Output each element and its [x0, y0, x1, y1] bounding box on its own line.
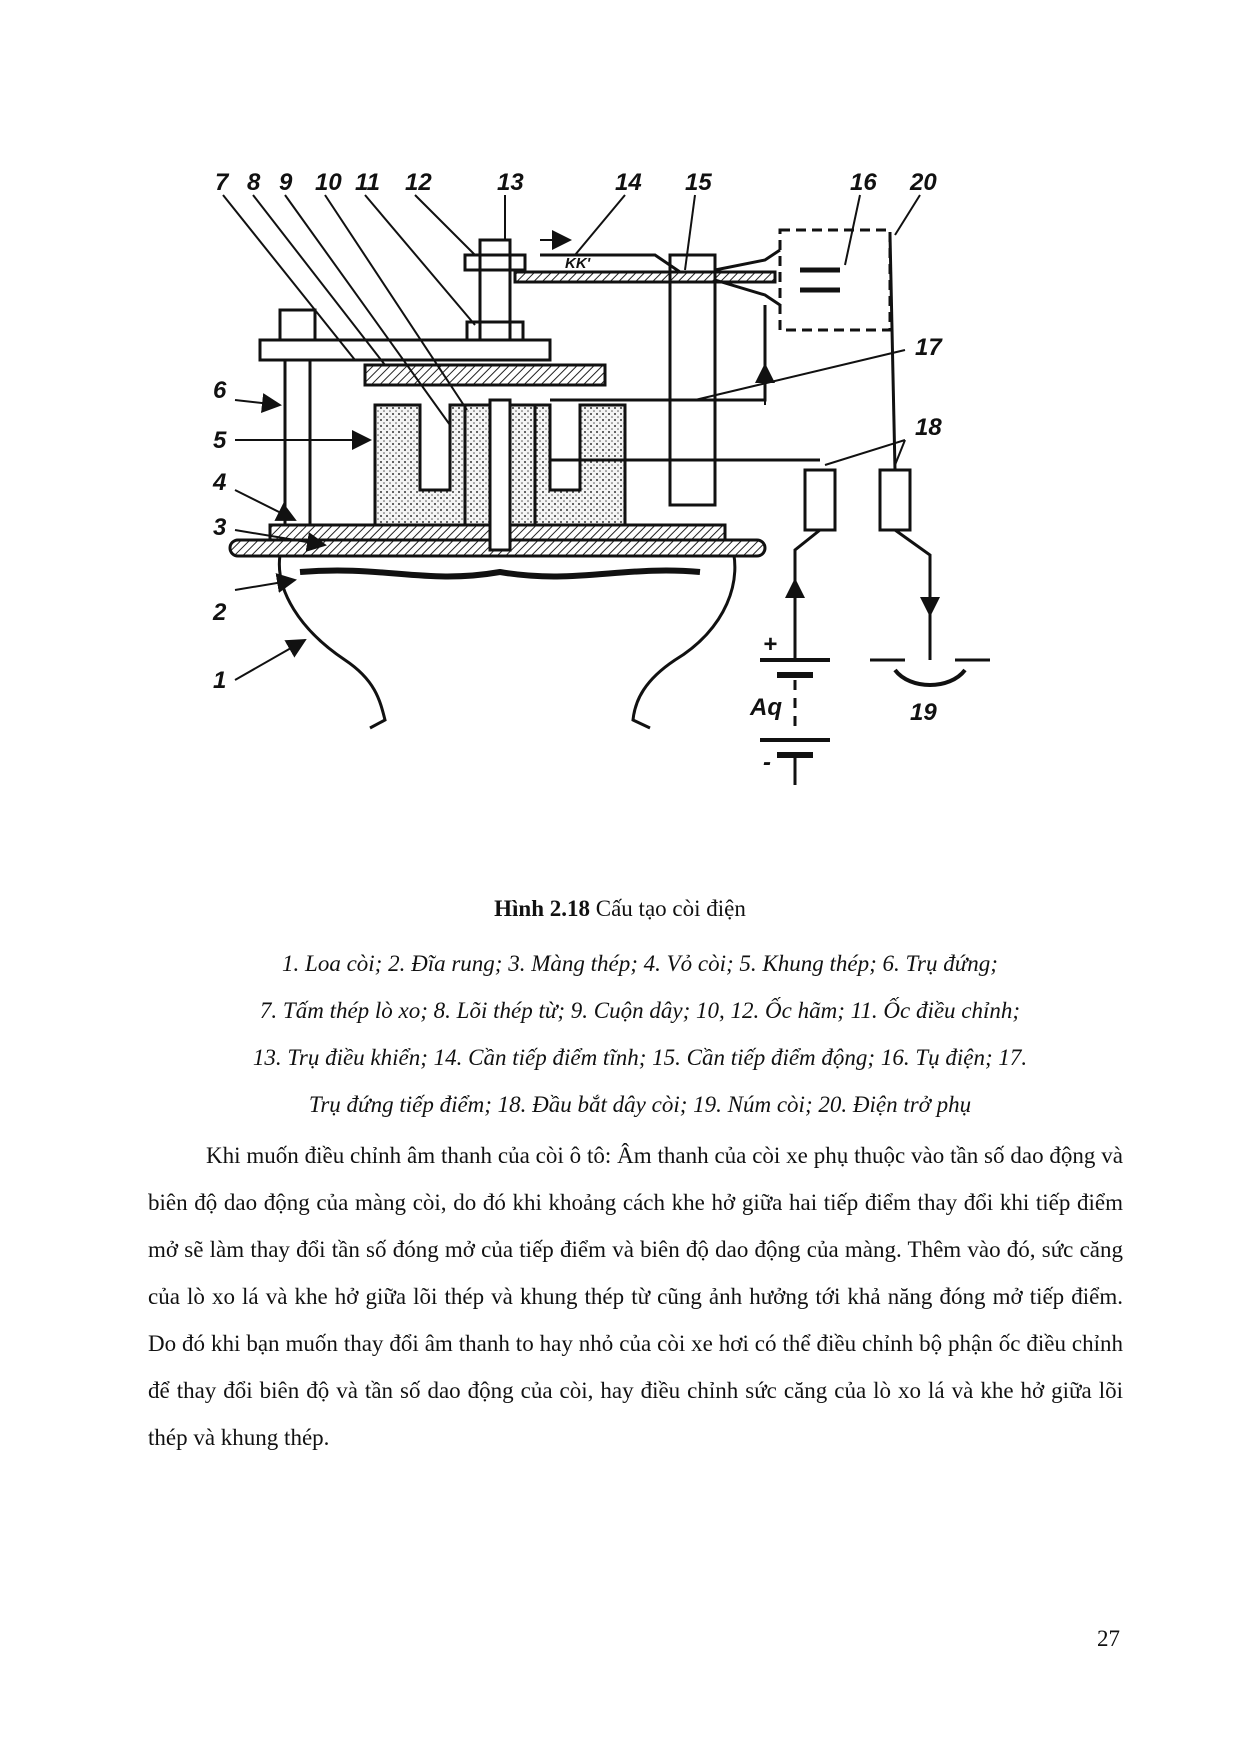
horn-body-left: [279, 555, 385, 728]
vibrating-disc: [300, 570, 700, 576]
legend-line: 7. Tấm thép lò xo; 8. Lõi thép từ; 9. Cuộn dây; 10, 12. Ốc hãm; 11. Ốc điều chỉnh;: [259, 998, 1021, 1023]
label-5: 5: [213, 427, 227, 454]
contact-mark: KK': [565, 255, 591, 272]
fixed-contact-lever: [540, 255, 680, 272]
spring-steel-strip: [365, 365, 605, 385]
legend-line: 13. Trụ điều khiển; 14. Cần tiếp điểm tĩnh; 15. Cần tiếp điểm động; 16. Tụ điện; 17.: [252, 1045, 1028, 1070]
label-6: 6: [213, 377, 227, 404]
spring-plate: [260, 340, 550, 360]
label-16: 16: [850, 169, 877, 196]
figure-legend: [150, 940, 1130, 1128]
label-12: 12: [405, 169, 432, 196]
horn-button: [895, 670, 965, 685]
standing-pillar: [285, 360, 310, 525]
legend-line: 1. Loa còi; 2. Đĩa rung; 3. Màng thép; 4. Vỏ còi; 5. Khung thép; 6. Trụ đứng;: [282, 951, 998, 976]
label-2: 2: [213, 599, 227, 626]
label-18: 18: [915, 414, 942, 441]
figure-title: Cấu tạo còi điện: [595, 896, 746, 921]
figure-number: Hình 2.18: [494, 896, 590, 921]
lock-nut-12: [465, 255, 525, 270]
paragraph: Khi muốn điều chỉnh âm thanh của còi ô tô: Âm thanh của còi xe phụ thuộc vào tần số dao động và biên độ dao động của màng còi, do đó khi khoảng cách khe hở giữa hai tiếp điểm thay đổi khi tiếp điểm mở sẽ làm thay đổi tần số đóng mở của tiếp điểm và biên độ dao động của màng. Thêm vào đó, sức căng của lò xo lá và khe hở giữa lõi thép và khung thép từ cũng ảnh hưởng tới khả năng đóng mở tiếp điểm. Do đó khi bạn muốn thay đổi âm thanh to hay nhỏ của còi xe hơi có thể điều chỉnh bộ phận ốc điều chỉnh để thay đổi biên độ và tần số dao động của còi, hay điều chỉnh sức căng của lò xo lá và khe hở giữa lõi thép và khung thép.: [148, 1143, 1123, 1450]
lock-nut-10: [467, 322, 523, 340]
label-15: 15: [685, 169, 712, 196]
label-1: 1: [213, 667, 227, 694]
capacitor-box: [780, 230, 890, 330]
label-14: 14: [615, 169, 642, 196]
contact-post: [670, 255, 715, 505]
steel-frame-left: [375, 405, 465, 525]
battery-wire: [795, 530, 820, 660]
legend-line: Trụ đứng tiếp điểm; 18. Đầu bắt dây còi; 19. Núm còi; 20. Điện trở phụ: [308, 1092, 972, 1117]
label-10: 10: [315, 169, 342, 196]
label-9: 9: [279, 169, 293, 196]
wire-capacitor-bottom: [715, 280, 780, 305]
label-4: 4: [213, 469, 227, 496]
label-11: 11: [355, 169, 380, 196]
steel-frame-right: [535, 405, 625, 525]
label-7: 7: [215, 169, 229, 196]
page-number: 27: [1097, 1626, 1120, 1651]
body-text: [148, 1132, 1123, 1461]
figure-caption: [0, 896, 1240, 922]
wire-capacitor-top: [715, 250, 780, 270]
core-rod: [490, 400, 510, 550]
battery-plus: +: [763, 631, 778, 658]
label-19: 19: [910, 699, 937, 726]
label-17: 17: [915, 334, 942, 361]
battery-label: Aq: [750, 694, 782, 721]
moving-contact-lever: [515, 272, 775, 282]
battery-minus: -: [763, 749, 771, 776]
label-8: 8: [247, 169, 261, 196]
horn-diagram-svg: [205, 160, 1085, 890]
button-wire: [895, 530, 930, 660]
terminal-right: [880, 470, 910, 530]
horn-diagram: [205, 160, 1085, 890]
label-20: 20: [910, 169, 937, 196]
label-13: 13: [497, 169, 524, 196]
pillar-nut: [280, 310, 315, 340]
terminal-left: [805, 470, 835, 530]
label-3: 3: [213, 514, 227, 541]
